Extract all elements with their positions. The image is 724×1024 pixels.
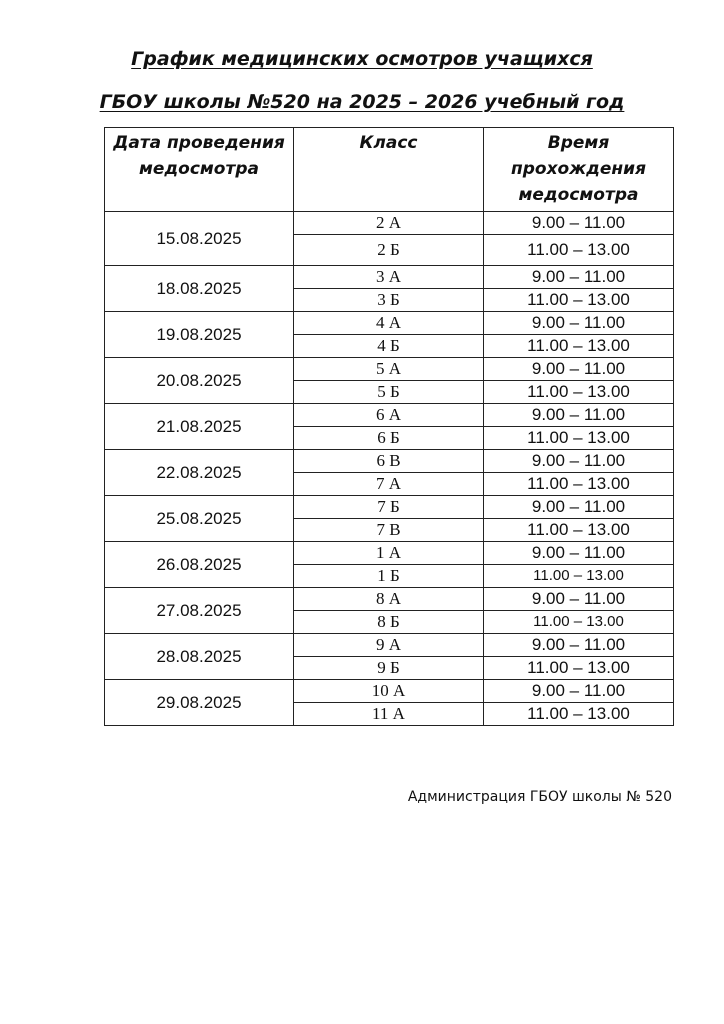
class-cell: 1 А <box>294 542 484 565</box>
exam-date-cell: 15.08.2025 <box>105 212 294 266</box>
schedule-table <box>104 127 674 726</box>
header-date <box>105 128 294 212</box>
class-cell: 6 А <box>294 404 484 427</box>
time-slot-cell: 11.00 – 13.00 <box>484 289 674 312</box>
time-slot-cell: 9.00 – 11.00 <box>484 404 674 427</box>
table-row <box>105 312 674 335</box>
header-time-line: медосмотра <box>518 185 639 205</box>
class-cell: 4 А <box>294 312 484 335</box>
header-date-line: Дата проведения <box>113 133 285 153</box>
header-time-line: прохождения <box>511 159 646 179</box>
table-row <box>105 680 674 703</box>
time-slot-cell: 11.00 – 13.00 <box>484 335 674 358</box>
time-slot-cell: 11.00 – 13.00 <box>484 703 674 726</box>
administration-signature: Администрация ГБОУ школы № 520 <box>407 789 672 805</box>
table-row <box>105 266 674 289</box>
time-slot-cell: 9.00 – 11.00 <box>484 680 674 703</box>
class-cell: 3 Б <box>294 289 484 312</box>
time-slot-cell: 9.00 – 11.00 <box>484 312 674 335</box>
time-slot-cell: 11.00 – 13.00 <box>484 473 674 496</box>
time-slot-cell: 9.00 – 11.00 <box>484 266 674 289</box>
class-cell: 2 А <box>294 212 484 235</box>
time-slot-cell: 11.00 – 13.00 <box>484 427 674 450</box>
header-time <box>484 128 674 212</box>
exam-date-cell: 26.08.2025 <box>105 542 294 588</box>
time-slot-cell: 9.00 – 11.00 <box>484 588 674 611</box>
exam-date-cell: 20.08.2025 <box>105 358 294 404</box>
class-cell: 1 Б <box>294 565 484 588</box>
class-cell: 11 А <box>294 703 484 726</box>
class-cell: 3 А <box>294 266 484 289</box>
class-cell: 7 В <box>294 519 484 542</box>
exam-date-cell: 21.08.2025 <box>105 404 294 450</box>
time-slot-cell: 9.00 – 11.00 <box>484 496 674 519</box>
table-row <box>105 634 674 657</box>
time-slot-cell: 11.00 – 13.00 <box>484 565 674 588</box>
table-row <box>105 588 674 611</box>
table-row <box>105 542 674 565</box>
class-cell: 9 Б <box>294 657 484 680</box>
time-slot-cell: 11.00 – 13.00 <box>484 381 674 404</box>
table-row <box>105 496 674 519</box>
document-title: График медицинских осмотров учащихся <box>131 48 593 70</box>
exam-date-cell: 27.08.2025 <box>105 588 294 634</box>
class-cell: 6 В <box>294 450 484 473</box>
exam-date-cell: 22.08.2025 <box>105 450 294 496</box>
time-slot-cell: 11.00 – 13.00 <box>484 235 674 266</box>
exam-date-cell: 28.08.2025 <box>105 634 294 680</box>
time-slot-cell: 11.00 – 13.00 <box>484 519 674 542</box>
table-row <box>105 450 674 473</box>
header-class <box>294 128 484 212</box>
exam-date-cell: 29.08.2025 <box>105 680 294 726</box>
exam-date-cell: 25.08.2025 <box>105 496 294 542</box>
document-subtitle: ГБОУ школы №520 на 2025 – 2026 учебный год <box>99 91 625 113</box>
exam-date-cell: 19.08.2025 <box>105 312 294 358</box>
table-row <box>105 404 674 427</box>
class-cell: 7 Б <box>294 496 484 519</box>
class-cell: 2 Б <box>294 235 484 266</box>
header-date-line: медосмотра <box>139 159 259 179</box>
time-slot-cell: 9.00 – 11.00 <box>484 542 674 565</box>
table-header-row <box>105 128 674 212</box>
class-cell: 6 Б <box>294 427 484 450</box>
time-slot-cell: 9.00 – 11.00 <box>484 634 674 657</box>
class-cell: 9 А <box>294 634 484 657</box>
class-cell: 7 А <box>294 473 484 496</box>
time-slot-cell: 11.00 – 13.00 <box>484 611 674 634</box>
time-slot-cell: 9.00 – 11.00 <box>484 450 674 473</box>
class-cell: 10 А <box>294 680 484 703</box>
table-row <box>105 358 674 381</box>
time-slot-cell: 11.00 – 13.00 <box>484 657 674 680</box>
class-cell: 5 А <box>294 358 484 381</box>
header-class-line: Класс <box>359 133 418 153</box>
table-row <box>105 212 674 235</box>
time-slot-cell: 9.00 – 11.00 <box>484 358 674 381</box>
class-cell: 8 Б <box>294 611 484 634</box>
table-body <box>105 212 674 726</box>
exam-date-cell: 18.08.2025 <box>105 266 294 312</box>
time-slot-cell: 9.00 – 11.00 <box>484 212 674 235</box>
class-cell: 5 Б <box>294 381 484 404</box>
class-cell: 4 Б <box>294 335 484 358</box>
header-time-line: Время <box>547 133 610 153</box>
class-cell: 8 А <box>294 588 484 611</box>
